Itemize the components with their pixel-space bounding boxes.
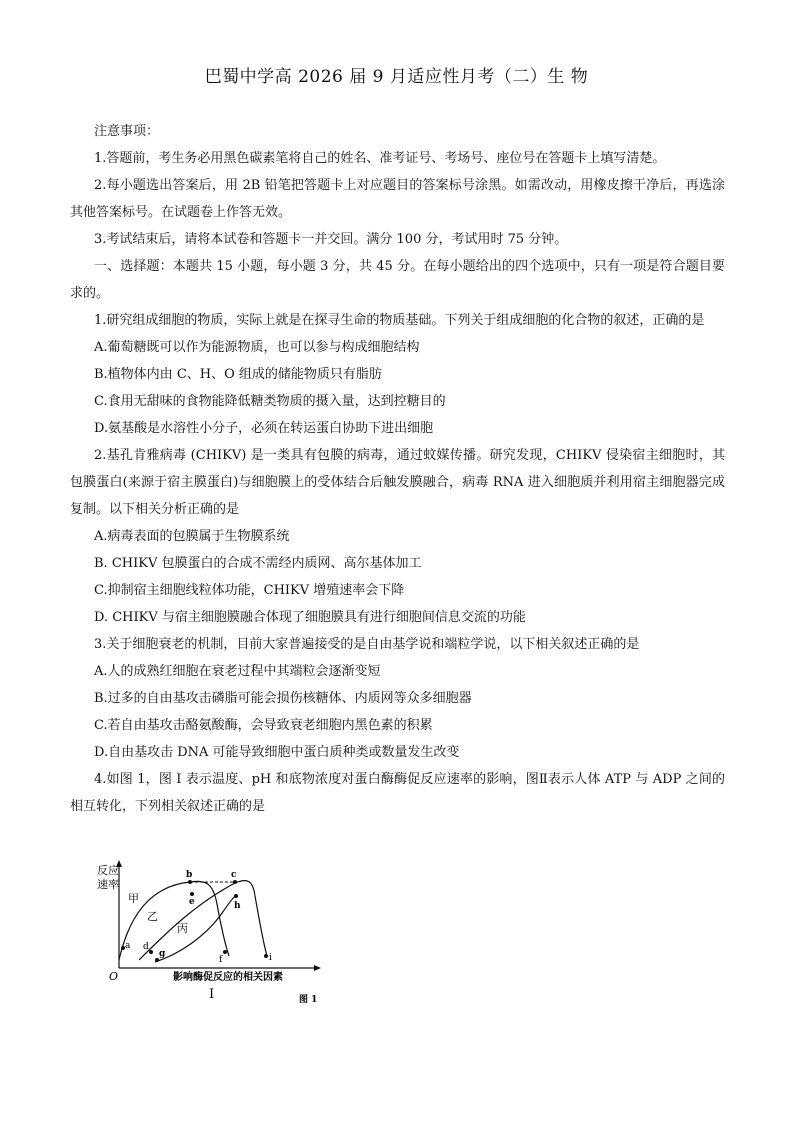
- question-option: D. CHIKV 与宿主细胞膜融合体现了细胞膜具有进行细胞间信息交流的功能: [94, 610, 526, 625]
- y-label-1: 反应: [97, 864, 119, 877]
- question-option: D.自由基攻击 DNA 可能导致细胞中蛋白质种类或数量发生改变: [94, 745, 460, 760]
- question-option: B. CHIKV 包膜蛋白的合成不需经内质网、高尔基体加工: [94, 556, 422, 571]
- notice-item: 2.每小题选出答案后，用 2B 铅笔把答题卡上对应题目的答案标号涂黑。如需改动，用橡皮擦干净后，再选涂其他答案标号。在试题卷上作答无效。: [70, 178, 725, 220]
- point-e: [190, 892, 194, 896]
- point-h: [234, 894, 238, 898]
- point-label-b: b: [186, 870, 193, 880]
- question-option: A.人的成熟红细胞在衰老过程中其端粒会逐渐变短: [94, 664, 381, 679]
- exam-title: 巴蜀中学高 2026 届 9 月适应性月考（二）生 物: [204, 67, 589, 87]
- point-f: [223, 950, 227, 954]
- origin-label: O: [109, 970, 119, 983]
- notice-item: 3.考试结束后，请将本试卷和答题卡一并交回。满分 100 分，考试用时 75 分钟。: [94, 232, 568, 247]
- question-stem: 4.如图 1，图 I 表示温度、pH 和底物浓度对蛋白酶酶促反应速率的影响，图Ⅱ表示人体 ATP 与 ADP 之间的相互转化，下列相关叙述正确的是: [70, 772, 725, 814]
- curve-bing: [155, 896, 235, 962]
- question-option: C.食用无甜味的食物能降低糖类物质的摄入量，达到控糖目的: [94, 394, 446, 409]
- point-label-d: d: [143, 942, 149, 952]
- point-label-c: c: [231, 870, 237, 880]
- enzyme-rate-graph: [95, 856, 335, 1011]
- point-label-e: e: [189, 897, 195, 907]
- point-label-g: g: [159, 949, 166, 959]
- section-heading: 一、选择题：本题共 15 小题，每小题 3 分，共 45 分。在每小题给出的四个选项中，只有一项是符合题目要求的。: [70, 259, 725, 301]
- point-label-i: i: [269, 953, 272, 963]
- question-option: D.氨基酸是水溶性小分子，必须在转运蛋白协助下进出细胞: [94, 421, 434, 436]
- curve-label-jia: 甲: [128, 892, 139, 905]
- point-label-f: f: [219, 955, 223, 965]
- notice-item: 1.答题前，考生务必用黑色碳素笔将自己的姓名、准考证号、考场号、座位号在答题卡上填写清楚。: [94, 151, 666, 166]
- figure-1: [95, 856, 335, 1011]
- question-stem: 1.研究组成细胞的物质，实际上就是在探寻生命的物质基础。下列关于组成细胞的化合物的叙述，正确的是: [94, 313, 705, 328]
- curve-label-yi: 乙: [147, 910, 158, 923]
- question-stem: 2.基孔肯雅病毒 (CHIKV) 是一类具有包膜的病毒，通过蚊媒传播。研究发现，CHIKV 侵染宿主细胞时，其包膜蛋白(来源于宿主膜蛋白)与细胞膜上的受体结合后触发膜融合，病毒 RNA 进入细胞质并利用宿主细胞器完成复制。以下相关分析正确的是: [70, 448, 725, 517]
- question-option: B.过多的自由基攻击磷脂可能会损伤核糖体、内质网等众多细胞器: [94, 691, 472, 706]
- point-c: [233, 880, 237, 884]
- point-label-h: h: [234, 901, 241, 911]
- x-axis-label: 影响酶促反应的相关因素: [173, 972, 283, 983]
- point-b: [188, 880, 192, 884]
- exam-body: [70, 118, 725, 820]
- question-option: A.葡萄糖既可以作为能源物质，也可以参与构成细胞结构: [94, 340, 420, 355]
- question-option: C.若自由基攻击酪氨酸酶，会导致衰老细胞内黑色素的积累: [94, 718, 433, 733]
- point-d: [149, 950, 153, 954]
- question-option: A.病毒表面的包膜属于生物膜系统: [94, 529, 290, 544]
- question-option: C.抑制宿主细胞线粒体功能，CHIKV 增殖速率会下降: [94, 583, 405, 598]
- y-label-2: 速率: [97, 878, 119, 891]
- point-label-a: a: [125, 941, 131, 951]
- question-option: B.植物体内由 C、H、O 组成的储能物质只有脂肪: [94, 367, 382, 382]
- question-stem: 3.关于细胞衰老的机制，目前大家普遍接受的是自由基学说和端粒学说，以下相关叙述正确的是: [94, 637, 640, 652]
- x-axis-arrow: [314, 965, 321, 971]
- panel-label: I: [209, 987, 215, 1002]
- figure-caption: 图 1: [299, 995, 318, 1005]
- curve-label-bing: 丙: [177, 922, 188, 935]
- notice-heading: 注意事项：: [94, 124, 160, 139]
- point-i: [264, 954, 268, 958]
